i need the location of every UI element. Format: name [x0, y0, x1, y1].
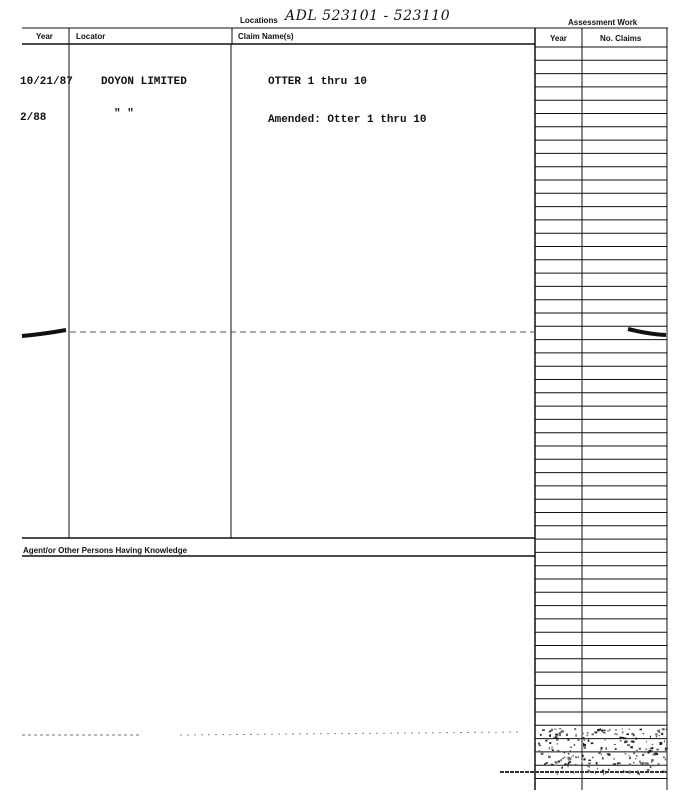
scan-noise-speck — [633, 752, 635, 754]
scan-noise-speck — [554, 765, 557, 766]
scan-noise-speck — [602, 770, 604, 772]
scan-noise-speck — [556, 739, 558, 740]
scan-noise-speck — [551, 729, 552, 731]
scan-noise-speck — [659, 735, 661, 736]
scan-noise-speck — [570, 764, 572, 766]
scan-noise-speck — [652, 744, 654, 745]
scan-noise-speck — [555, 736, 558, 738]
scan-noise-speck — [613, 758, 615, 759]
scan-noise-speck — [583, 758, 585, 760]
scan-noise-speck — [651, 759, 653, 761]
scan-noise-speck — [541, 753, 544, 755]
scan-noise-speck — [582, 755, 584, 757]
scan-noise-speck — [539, 745, 541, 747]
scan-noise-speck — [554, 729, 557, 730]
scan-noise-speck — [567, 757, 570, 759]
entry-claim: OTTER 1 thru 10 — [268, 76, 368, 88]
scan-noise-speck — [569, 761, 571, 763]
scan-noise-speck — [589, 766, 590, 768]
col-year-header: Year — [36, 32, 53, 41]
scan-noise-speck — [619, 737, 622, 738]
scan-noise-speck — [597, 768, 598, 770]
scan-noise-speck — [651, 747, 653, 749]
scan-noise-speck — [596, 762, 598, 764]
scan-noise-speck — [578, 739, 580, 741]
scan-noise-speck — [644, 751, 645, 753]
scan-noise-speck — [559, 732, 561, 734]
scan-noise-speck — [636, 750, 638, 751]
scan-noise-speck — [574, 764, 576, 765]
scan-noise-speck — [620, 740, 622, 741]
scan-noise-speck — [640, 762, 641, 764]
scan-noise-speck — [549, 747, 550, 749]
scan-noise-speck — [655, 733, 657, 735]
assessment-work-label: Assessment Work — [568, 18, 638, 27]
scan-noise-speck — [632, 733, 635, 735]
scan-noise-speck — [559, 728, 561, 729]
scan-noise-speck — [623, 770, 624, 771]
scan-noise-speck — [573, 772, 575, 773]
col-aw-year-header: Year — [550, 34, 567, 43]
scan-noise-speck — [575, 772, 578, 773]
scan-noise-speck — [601, 754, 602, 755]
scan-noise-speck — [568, 753, 570, 754]
scan-noise-speck — [542, 751, 544, 753]
scan-noise-speck — [538, 743, 540, 745]
scan-noise-speck — [564, 752, 566, 753]
scan-noise-speck — [642, 754, 644, 756]
scan-noise-speck — [615, 729, 617, 730]
scan-noise-speck — [633, 762, 634, 763]
scan-noise-speck — [592, 733, 594, 735]
scan-noise-speck — [630, 746, 633, 748]
scan-noise-speck — [567, 764, 569, 765]
scan-noise-speck — [547, 738, 548, 740]
scan-noise-speck — [629, 772, 631, 774]
scan-noise-speck — [659, 732, 661, 733]
entry-locator: " " — [114, 108, 134, 120]
scan-noise-speck — [555, 734, 558, 736]
scan-noise-speck — [557, 773, 558, 775]
scan-noise-speck — [626, 733, 629, 735]
scan-noise-speck — [651, 750, 653, 752]
entry-year: 2/88 — [20, 112, 47, 124]
scan-noise-speck — [640, 729, 643, 731]
scan-noise-speck — [654, 765, 655, 767]
scan-noise-speck — [657, 730, 660, 733]
scan-noise-speck — [646, 741, 647, 743]
scan-noise-speck — [665, 748, 668, 750]
scan-noise-speck — [550, 734, 551, 736]
scan-noise-speck — [616, 734, 618, 736]
aw-rows — [535, 47, 667, 779]
scan-noise-speck — [603, 773, 604, 775]
scan-noise-speck — [592, 757, 594, 759]
scan-noise-speck — [631, 741, 634, 743]
scan-noise-speck — [559, 734, 562, 736]
scan-noise-speck — [588, 763, 591, 765]
scan-noise-speck — [635, 758, 636, 759]
scan-noise-speck — [566, 734, 568, 737]
scan-noise-speck — [586, 735, 588, 736]
scan-noise-speck — [608, 754, 611, 756]
scan-noise-speck — [587, 765, 589, 767]
entry-locator: DOYON LIMITED — [101, 76, 187, 88]
scan-noise-speck — [567, 766, 568, 767]
scan-noise-speck — [650, 736, 651, 738]
scan-noise-speck — [561, 759, 563, 761]
scan-noise-speck — [629, 729, 631, 730]
scan-noise-speck — [659, 743, 661, 745]
scan-noise-speck — [608, 769, 610, 771]
scan-noise-speck — [556, 763, 558, 764]
scan-noise-speck — [600, 749, 601, 751]
scan-noise-speck — [637, 770, 638, 772]
scan-noise-speck — [578, 756, 579, 758]
scan-noise-speck — [570, 750, 571, 751]
scan-noise-speck — [665, 758, 666, 760]
scan-noise-speck — [549, 742, 551, 744]
scan-noise-speck — [622, 731, 623, 733]
scan-noise-speck — [643, 733, 645, 734]
scan-noise-speck — [662, 728, 664, 730]
scan-noise-speck — [602, 757, 603, 759]
scan-noise-speck — [598, 753, 600, 754]
scan-noise-speck — [588, 760, 591, 761]
scan-noise-speck — [553, 737, 555, 738]
scan-noise-speck — [627, 744, 630, 746]
scan-noise-speck — [601, 747, 603, 749]
entry-claim: Amended: Otter 1 thru 10 — [268, 114, 427, 126]
scan-noise-speck — [603, 732, 606, 734]
scan-noise-speck — [551, 749, 554, 750]
scan-noise-speck — [552, 750, 554, 751]
scan-noise-speck — [650, 766, 652, 768]
scan-noise-speck — [562, 758, 564, 759]
scan-noise-speck — [662, 765, 665, 766]
scan-noise-speck — [600, 728, 601, 730]
scan-noise-speck — [538, 750, 540, 752]
scan-noise-speck — [575, 735, 576, 736]
scan-noise-speck — [557, 743, 558, 745]
scan-noise-speck — [570, 758, 571, 761]
scan-noise-speck — [625, 771, 626, 773]
col-aw-no-claims-header: No. Claims — [600, 34, 642, 43]
scan-noise-speck — [629, 764, 632, 766]
entry-year: 10/21/87 — [20, 76, 73, 88]
agent-section-label: Agent/or Other Persons Having Knowledge — [23, 546, 188, 555]
scan-noise-speck — [620, 771, 621, 773]
scan-noise-speck — [588, 740, 590, 742]
scan-noise-speck — [567, 738, 569, 740]
scan-noise-speck — [622, 728, 623, 729]
scan-noise-speck — [649, 750, 652, 752]
scan-noise-speck — [545, 740, 547, 742]
scan-noise-speck — [551, 747, 552, 749]
scan-noise-speck — [609, 729, 611, 731]
scan-noise-speck — [620, 762, 621, 764]
scan-noise-speck — [625, 753, 627, 754]
scan-noise-speck — [571, 757, 572, 758]
scan-noise-speck — [549, 731, 550, 733]
scan-noise-speck — [582, 733, 584, 734]
scan-noise-speck — [615, 748, 617, 750]
scan-noise-speck — [591, 742, 594, 744]
scan-noise-speck — [575, 757, 577, 759]
scan-noise-speck — [639, 748, 641, 750]
scan-noise-speck — [542, 729, 545, 730]
scan-noise-speck — [564, 757, 565, 759]
scan-noise-speck — [648, 752, 650, 753]
scan-noise-speck — [645, 762, 647, 764]
scan-noise-speck — [650, 748, 651, 750]
scan-noise-speck — [558, 761, 560, 763]
scan-noise-speck — [540, 734, 542, 736]
scan-noise-speck — [595, 772, 596, 774]
scan-noise-speck — [583, 737, 585, 739]
scan-noise-speck — [645, 749, 647, 750]
scan-noise-speck — [635, 738, 637, 740]
scan-noise-speck — [605, 773, 607, 774]
scan-noise-speck — [587, 770, 589, 772]
scan-noise-speck — [656, 749, 659, 751]
scan-noise-speck — [629, 757, 631, 759]
scan-noise-speck — [546, 762, 548, 764]
scan-noise-speck — [636, 755, 637, 756]
scan-noise-speck — [614, 744, 616, 745]
scan-noise-speck — [583, 744, 586, 746]
scan-noise-speck — [614, 763, 616, 765]
scan-noise-speck — [574, 728, 576, 730]
scan-noise-speck — [661, 733, 663, 735]
scan-noise-speck — [601, 729, 603, 731]
scan-noise-speck — [666, 729, 667, 730]
scan-noise-speck — [629, 771, 631, 772]
scan-noise-speck — [663, 728, 664, 730]
scan-noise-speck — [647, 769, 650, 771]
scan-noise-speck — [615, 733, 616, 735]
fold-mark-left — [22, 330, 66, 336]
scan-noise-speck — [544, 763, 546, 764]
scan-noise-speck — [625, 741, 628, 743]
scan-noise-speck — [629, 755, 630, 756]
scan-noise-speck — [594, 732, 597, 734]
scan-noise-speck — [637, 773, 639, 775]
scan-noise-speck — [659, 765, 661, 766]
scan-noise-speck — [597, 729, 600, 731]
scan-noise-speck — [574, 744, 576, 746]
scan-noise-speck — [617, 762, 619, 764]
locations-value: ADL 523101 - 523110 — [285, 8, 451, 24]
scan-noise-speck — [570, 747, 572, 749]
scan-noise-speck — [576, 734, 577, 735]
scan-noise-speck — [606, 747, 607, 749]
scan-noise-speck — [584, 747, 586, 749]
scan-noise-speck — [557, 750, 559, 752]
scan-noise-speck — [573, 755, 574, 756]
locations-label: Locations — [240, 16, 278, 25]
scan-noise-speck — [605, 738, 606, 740]
scan-noise-speck — [564, 763, 566, 765]
scan-noise-speck — [561, 730, 564, 731]
scan-noise-speck — [584, 739, 586, 741]
scan-noise-speck — [642, 762, 645, 764]
scan-noise-speck — [664, 740, 665, 742]
scan-noise-speck — [561, 767, 563, 769]
scan-noise-speck — [604, 730, 606, 731]
fold-mark-right — [628, 329, 666, 335]
scan-noise-speck — [548, 756, 551, 758]
col-claim-names-header: Claim Name(s) — [238, 32, 294, 41]
col-locator-header: Locator — [76, 32, 106, 41]
scan-noise-speck — [654, 753, 657, 754]
scan-noise-speck — [587, 732, 589, 733]
scan-noise-speck — [663, 757, 665, 758]
scan-noise-speck — [658, 763, 660, 765]
scan-noise-speck — [656, 736, 657, 738]
scan-noise-speck — [582, 760, 583, 762]
scan-noise-speck — [551, 764, 554, 766]
scan-noise-speck — [624, 738, 627, 740]
scan-noise-line — [180, 732, 520, 735]
scan-noise-speck — [607, 730, 609, 731]
scan-noise-speck — [662, 771, 665, 773]
